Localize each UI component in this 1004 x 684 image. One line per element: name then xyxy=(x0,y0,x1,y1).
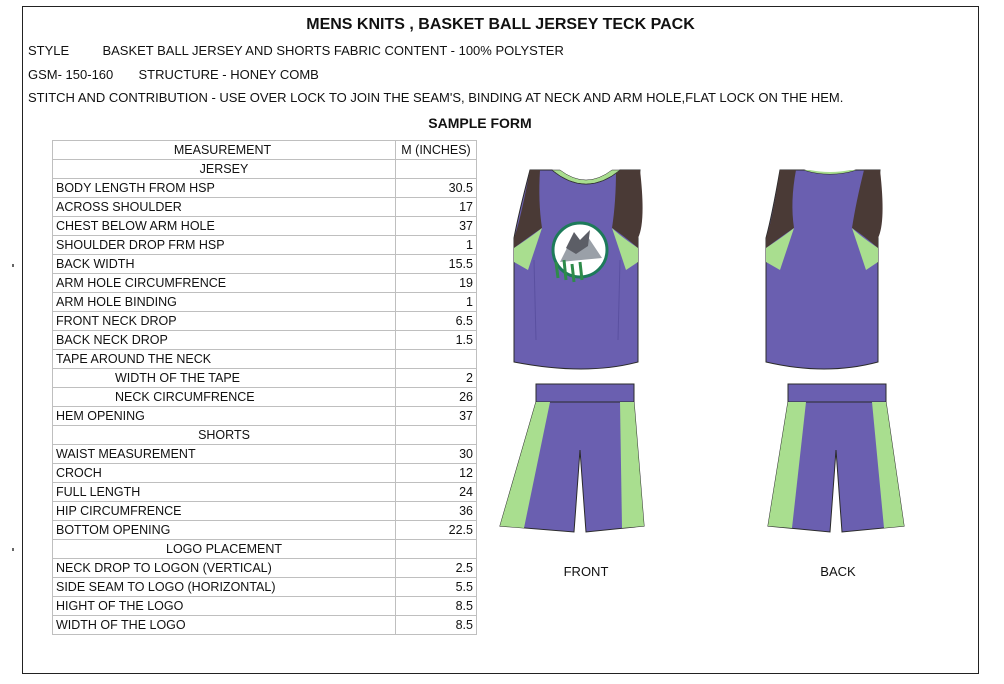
table-row xyxy=(53,388,477,407)
section-row xyxy=(53,540,477,559)
section-row xyxy=(53,160,477,179)
measurement-value: 30 xyxy=(396,445,477,464)
sample-form-heading: SAMPLE FORM xyxy=(428,115,532,131)
measurement-value: 15.5 xyxy=(396,255,477,274)
measurement-value: 6.5 xyxy=(396,312,477,331)
measurement-value: 36 xyxy=(396,502,477,521)
table-row xyxy=(53,521,477,540)
header-measurement: MEASUREMENT xyxy=(53,141,396,160)
measurement-label: BODY LENGTH FROM HSP xyxy=(53,179,396,198)
measurement-label: HIGHT OF THE LOGO xyxy=(53,597,396,616)
measurement-value: 24 xyxy=(396,483,477,502)
measurement-value: 37 xyxy=(396,407,477,426)
table-row xyxy=(53,445,477,464)
margin-tick xyxy=(12,548,14,551)
table-row xyxy=(53,179,477,198)
measurement-value: 8.5 xyxy=(396,616,477,635)
measurement-label: SHOULDER DROP FRM HSP xyxy=(53,236,396,255)
measurement-label: LOGO PLACEMENT xyxy=(53,540,396,559)
measurement-label: BOTTOM OPENING xyxy=(53,521,396,540)
table-row xyxy=(53,597,477,616)
measurement-label: WIDTH OF THE TAPE xyxy=(53,369,396,388)
table-row xyxy=(53,464,477,483)
table-row xyxy=(53,312,477,331)
front-shorts xyxy=(500,384,644,532)
back-shorts xyxy=(768,384,904,532)
table-row xyxy=(53,293,477,312)
table-header-row xyxy=(53,141,477,160)
front-caption: FRONT xyxy=(563,564,609,579)
gsm-text: GSM- 150-160 xyxy=(28,67,114,82)
style-label: STYLE xyxy=(28,43,70,58)
measurement-label: FULL LENGTH xyxy=(53,483,396,502)
measurement-value: 30.5 xyxy=(396,179,477,198)
table-row xyxy=(53,616,477,635)
measurement-value: 19 xyxy=(396,274,477,293)
measurement-label: JERSEY xyxy=(53,160,396,179)
measurement-label: ARM HOLE BINDING xyxy=(53,293,396,312)
measurement-label: WAIST MEASUREMENT xyxy=(53,445,396,464)
page-title: MENS KNITS , BASKET BALL JERSEY TECK PACK xyxy=(306,16,695,33)
measurement-value: 22.5 xyxy=(396,521,477,540)
measurement-value: 2 xyxy=(396,369,477,388)
measurement-label: CROCH xyxy=(53,464,396,483)
measurement-label: TAPE AROUND THE NECK xyxy=(53,350,396,369)
table-row xyxy=(53,483,477,502)
measurement-label: ACROSS SHOULDER xyxy=(53,198,396,217)
measurement-label: BACK NECK DROP xyxy=(53,331,396,350)
garment-illustration xyxy=(480,150,940,550)
measurement-label: HEM OPENING xyxy=(53,407,396,426)
measurement-label: CHEST BELOW ARM HOLE xyxy=(53,217,396,236)
table-row xyxy=(53,502,477,521)
table-row xyxy=(53,331,477,350)
measurement-value: 26 xyxy=(396,388,477,407)
measurement-value: 37 xyxy=(396,217,477,236)
measurement-label: FRONT NECK DROP xyxy=(53,312,396,331)
gsm-line xyxy=(28,67,319,82)
measurement-value: 5.5 xyxy=(396,578,477,597)
measurement-value xyxy=(396,160,477,179)
table-row xyxy=(53,407,477,426)
style-value: BASKET BALL JERSEY AND SHORTS FABRIC CONTENT - 100% POLYSTER xyxy=(102,43,564,58)
stitch-line: STITCH AND CONTRIBUTION - USE OVER LOCK TO JOIN THE SEAM'S, BINDING AT NECK AND ARM HOLE,FLAT LOCK ON THE HEM. xyxy=(28,90,844,105)
measurement-value: 1 xyxy=(396,236,477,255)
measurement-value xyxy=(396,426,477,445)
table-row xyxy=(53,198,477,217)
structure-text: STRUCTURE - HONEY COMB xyxy=(138,67,319,82)
measurement-label: NECK DROP TO LOGON (VERTICAL) xyxy=(53,559,396,578)
table-row xyxy=(53,236,477,255)
back-jersey xyxy=(766,170,883,369)
back-caption: BACK xyxy=(820,564,856,579)
table-row xyxy=(53,217,477,236)
measurement-label: NECK CIRCUMFRENCE xyxy=(53,388,396,407)
table-row xyxy=(53,578,477,597)
measurement-label: ARM HOLE CIRCUMFRENCE xyxy=(53,274,396,293)
table-row xyxy=(53,369,477,388)
measurement-label: SIDE SEAM TO LOGO (HORIZONTAL) xyxy=(53,578,396,597)
measurement-label: WIDTH OF THE LOGO xyxy=(53,616,396,635)
table-row xyxy=(53,350,477,369)
section-row xyxy=(53,426,477,445)
measurement-value xyxy=(396,350,477,369)
measurement-table xyxy=(52,140,477,635)
margin-tick xyxy=(12,264,14,267)
measurement-value: 17 xyxy=(396,198,477,217)
header-size: M (INCHES) xyxy=(396,141,477,160)
measurement-label: BACK WIDTH xyxy=(53,255,396,274)
measurement-value: 12 xyxy=(396,464,477,483)
measurement-label: SHORTS xyxy=(53,426,396,445)
measurement-value: 8.5 xyxy=(396,597,477,616)
table-row xyxy=(53,559,477,578)
measurement-value: 1.5 xyxy=(396,331,477,350)
measurement-value: 1 xyxy=(396,293,477,312)
table-row xyxy=(53,274,477,293)
measurement-value xyxy=(396,540,477,559)
measurement-label: HIP CIRCUMFRENCE xyxy=(53,502,396,521)
measurement-value: 2.5 xyxy=(396,559,477,578)
style-line xyxy=(28,43,564,58)
table-row xyxy=(53,255,477,274)
